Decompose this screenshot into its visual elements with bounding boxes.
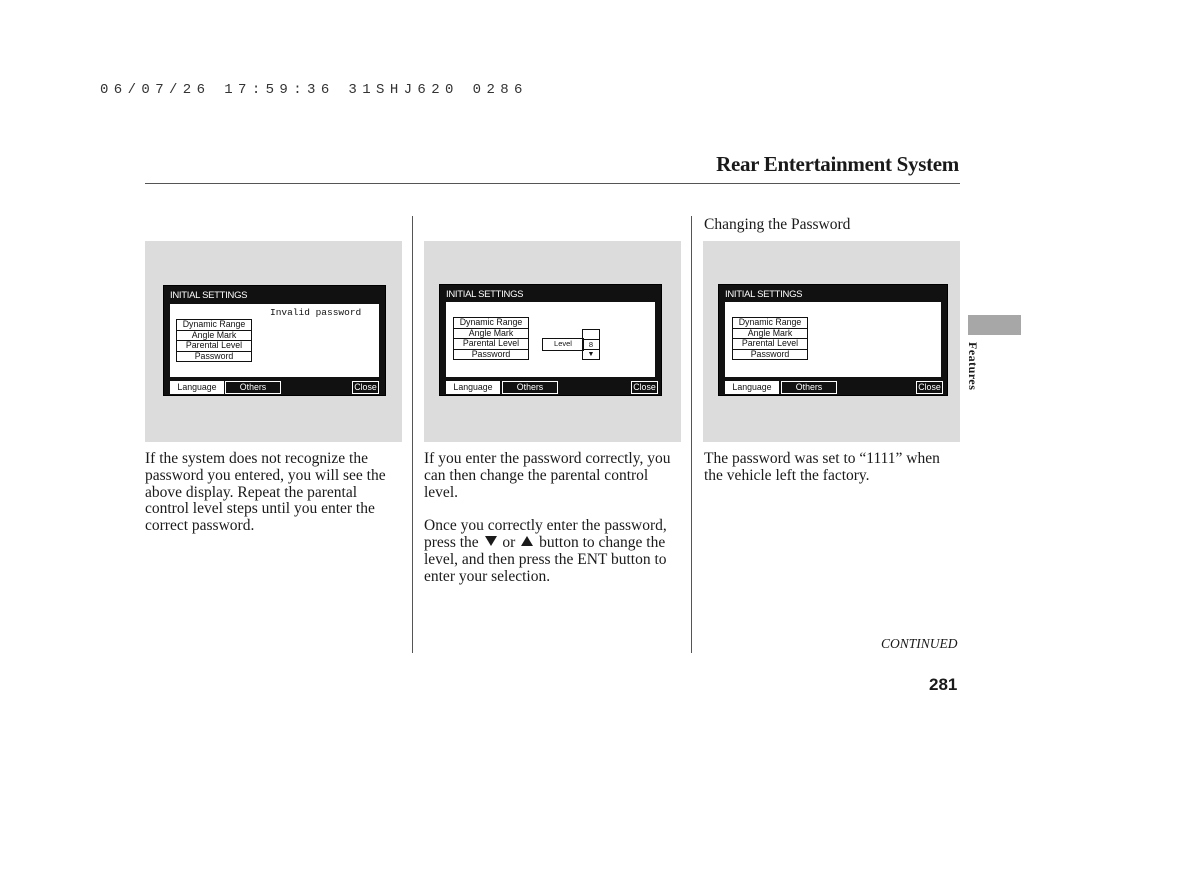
level-stepper-top	[583, 330, 599, 340]
section-tab	[968, 315, 1021, 335]
menu-item-angle-mark[interactable]: Angle Mark	[453, 328, 529, 340]
menu-item-password[interactable]: Password	[453, 349, 529, 361]
lcd-screen	[439, 284, 662, 396]
lcd-footer	[440, 379, 661, 395]
up-arrow-icon	[521, 536, 533, 546]
lcd-body	[446, 302, 655, 377]
lcd-screen	[718, 284, 948, 396]
print-stamp: 06/07/26 17:59:36 31SHJ620 0286	[100, 82, 528, 98]
others-button[interactable]: Others	[225, 381, 281, 394]
page-number: 281	[929, 675, 958, 694]
column-divider	[691, 216, 692, 653]
menu-item-dynamic-range[interactable]: Dynamic Range	[732, 317, 808, 329]
close-button[interactable]: Close	[352, 381, 379, 394]
lcd-screen	[163, 285, 386, 396]
language-button[interactable]: Language	[725, 381, 779, 394]
column-divider	[412, 216, 413, 653]
change-level-text-1: Once you correctly enter the password, press the	[424, 517, 667, 551]
menu-item-parental-level[interactable]: Parental Level	[453, 338, 529, 350]
menu-item-parental-level[interactable]: Parental Level	[732, 338, 808, 350]
others-button[interactable]: Others	[781, 381, 837, 394]
lcd-title: INITIAL SETTINGS	[170, 290, 248, 301]
menu-item-dynamic-range[interactable]: Dynamic Range	[176, 319, 252, 331]
lcd-title: INITIAL SETTINGS	[446, 289, 524, 300]
invalid-password-message: Invalid password	[270, 307, 362, 318]
changing-password-heading: Changing the Password	[704, 216, 851, 233]
column-1-text	[145, 451, 403, 552]
menu-item-dynamic-range[interactable]: Dynamic Range	[453, 317, 529, 329]
section-title: Rear Entertainment System	[716, 152, 959, 176]
menu-item-parental-level[interactable]: Parental Level	[176, 340, 252, 352]
close-button[interactable]: Close	[916, 381, 943, 394]
settings-menu	[176, 320, 252, 362]
settings-menu	[453, 318, 529, 360]
screen-panel	[424, 241, 681, 442]
others-button[interactable]: Others	[502, 381, 558, 394]
column-3-text	[704, 451, 944, 501]
lcd-body	[725, 302, 941, 377]
level-stepper[interactable]	[582, 329, 600, 360]
close-button[interactable]: Close	[631, 381, 658, 394]
lcd-footer	[164, 379, 385, 395]
change-level-or: or	[502, 533, 516, 551]
default-password-paragraph: The password was set to “1111” when the vehicle left the factory.	[704, 450, 940, 484]
title-rule	[145, 183, 960, 184]
down-arrow-icon	[485, 536, 497, 546]
lcd-footer	[719, 379, 947, 395]
lcd-body	[170, 304, 379, 377]
correct-password-paragraph: If you enter the password correctly, you can then change the parental control level.	[424, 450, 671, 501]
menu-item-password[interactable]: Password	[176, 351, 252, 363]
language-button[interactable]: Language	[170, 381, 224, 394]
menu-item-angle-mark[interactable]: Angle Mark	[732, 328, 808, 340]
lcd-title: INITIAL SETTINGS	[725, 289, 803, 300]
level-label: Level	[542, 338, 584, 351]
language-button[interactable]: Language	[446, 381, 500, 394]
section-tab-label: Features	[966, 342, 980, 391]
continued-label: CONTINUED	[881, 636, 958, 651]
column-2-text	[424, 451, 684, 602]
screen-panel	[145, 241, 402, 442]
change-level-paragraph	[424, 518, 684, 585]
screen-panel	[703, 241, 960, 442]
menu-item-password[interactable]: Password	[732, 349, 808, 361]
level-value: 8	[583, 340, 599, 350]
menu-item-angle-mark[interactable]: Angle Mark	[176, 330, 252, 342]
level-down-arrow-icon[interactable]: ▼	[587, 351, 595, 358]
invalid-password-paragraph: If the system does not recognize the password you entered, you will see the above display. Repeat the parental control level steps until you enter the correct password.	[145, 450, 386, 535]
change-level-text-2: button to change the level, and then press the ENT button to enter your selection.	[424, 533, 667, 585]
settings-menu	[732, 318, 808, 360]
